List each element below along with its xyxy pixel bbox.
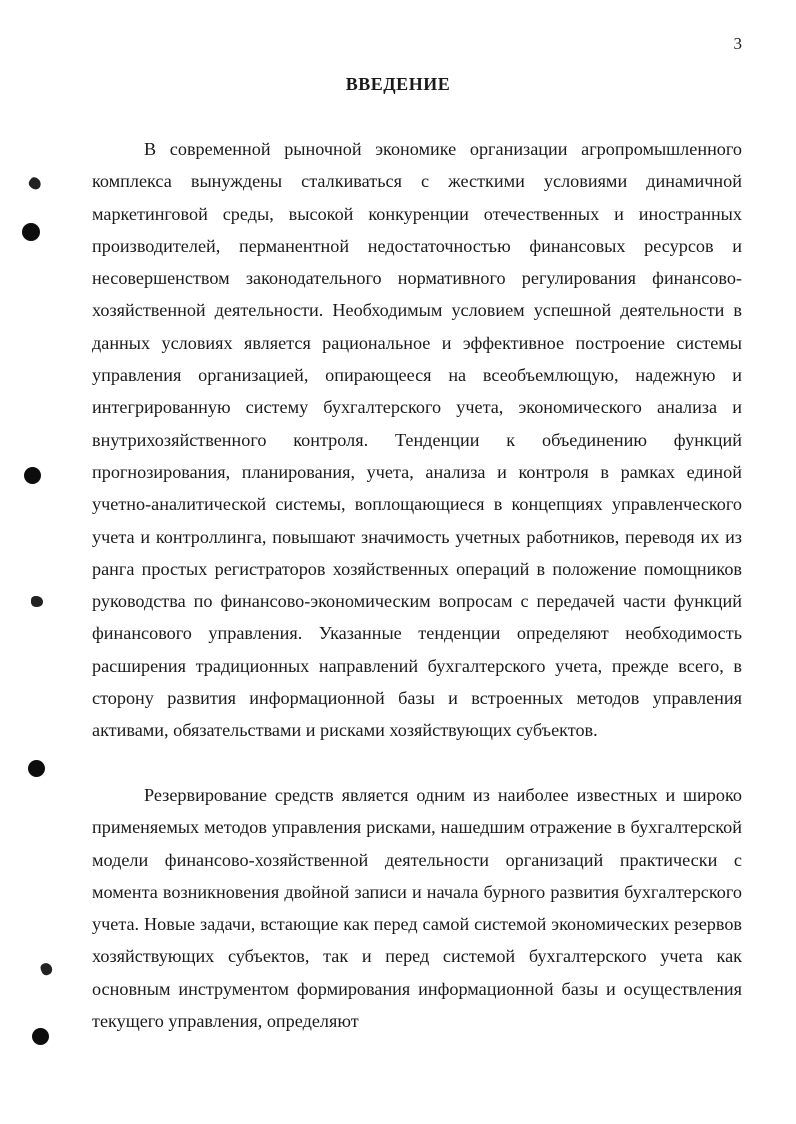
scan-speck-mark [31,596,43,607]
punch-hole-mark [28,760,45,777]
punch-hole-mark [24,467,41,484]
punch-hole-mark [22,223,40,241]
scan-speck-mark [27,176,43,192]
paragraph-1-text: В современной рыночной экономике организации агропромышленного комплекса вынуждены сталкиваться с жесткими условиями динамичной маркетинговой среды, высокой конкуренции отечественных и иностранных производителей, перманентной недостаточностью финансовых ресурсов и несовершенством законодательного нормативного регулирования финансово-хозяйственной деятельности. Необходимым условием успешной деятельности в данных условиях является рациональное и эффективное построение системы управления организацией, опирающееся на всеобъемлющую, надежную и интегрированную систему бухгалтерского учета, экономического анализа и внутрихозяйственного контроля. Тенденции к объединению функций прогнозирования, планирования, учета, анализа и контроля в рамках единой учетно-аналитической системы, воплощающиеся в концепциях управленческого учета и контроллинга, повышают значимость учетных работников, переводя их из ранга простых регистраторов хозяйственных операций в положение помощников руководства по финансово-экономическим вопросам с передачей части функций финансового управления. Указанные тенденции определяют необходимость расширения традиционных направлений бухгалтерского учета, прежде всего, в сторону развития информационной базы и встроенных методов управления активами, обязательствами и рисками хозяйствующих субъектов. [92,139,742,741]
scan-speck-mark [39,961,53,976]
page-number: 3 [733,34,742,53]
paragraph-2 [92,779,742,1037]
punch-hole-mark [32,1028,49,1045]
section-heading: ВВЕДЕНИЕ [345,74,451,94]
paragraph-1 [92,133,742,747]
paragraph-2-text: Резервирование средств является одним из наиболее известных и широко применяемых методов управления рисками, нашедшим отражение в бухгалтерской модели финансово-хозяйственной деятельности организаций практически с момента возникновения двойной записи и начала бурного развития бухгалтерского учета. Новые задачи, встающие как перед самой системой экономических резервов хозяйствующих субъектов, так и перед системой бухгалтерского учета как основным инструментом формирования информационной базы и осуществления текущего управления, определяют [92,785,742,1032]
